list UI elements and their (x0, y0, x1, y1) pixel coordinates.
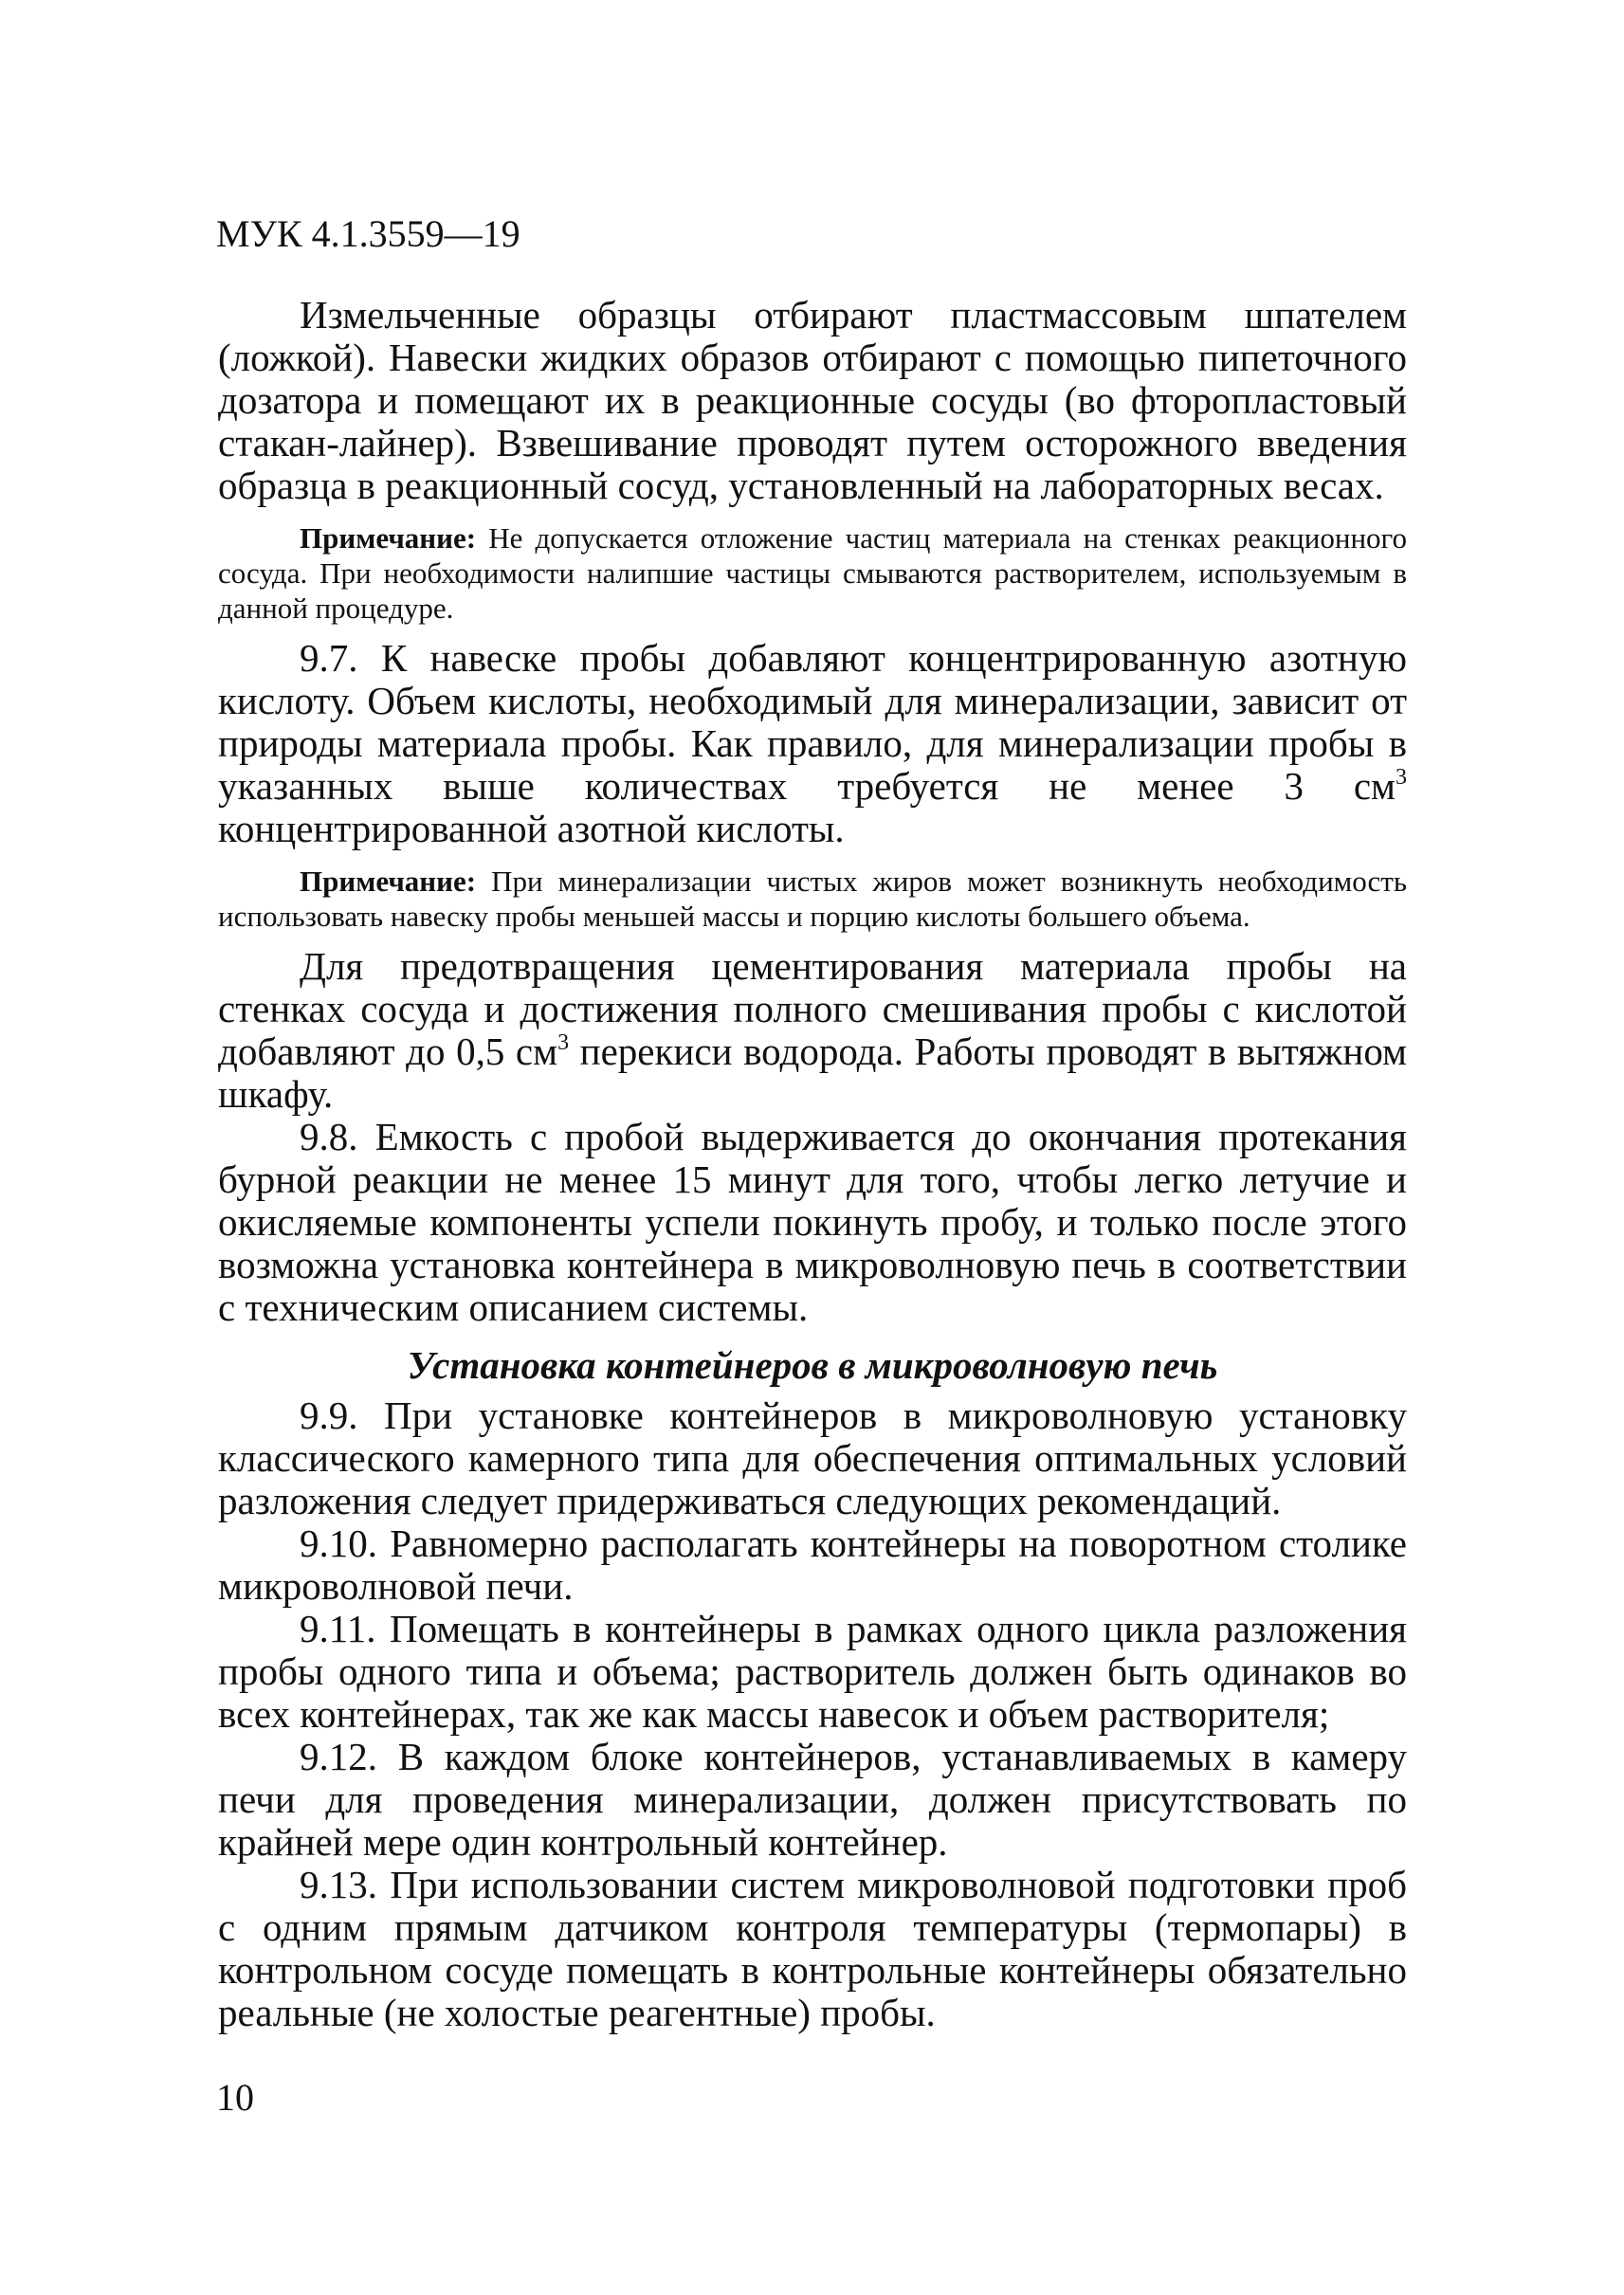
paragraph-cementing (218, 945, 1407, 1116)
note-label: Примечание: (300, 521, 477, 555)
note-text: При минерализации чистых жиров может возникнуть необходимость использовать навеску пробы меньшей массы и порцию кислоты большего объема. (218, 865, 1407, 933)
paragraph-9-9: 9.9. При установке контейнеров в микроволновую установку классического камерного типа для обеспечения оптимальных условий разложения следует придерживаться следующих рекомендаций. (218, 1393, 1407, 1522)
page-content (218, 294, 1407, 2034)
superscript-3: 3 (557, 1030, 570, 1055)
section-heading: Установка контейнеров в микроволновую печь (407, 1343, 1218, 1387)
paragraph-9-11: 9.11. Помещать в контейнеры в рамках одного цикла разложения пробы одного типа и объема; растворитель должен быть одинаков во всех контейнерах, так же как массы навесок и объем растворителя; (218, 1607, 1407, 1736)
paragraph-9-12: 9.12. В каждом блоке контейнеров, устанавливаемых в камеру печи для проведения минерализации, должен присутствовать по крайней мере один контрольный контейнер. (218, 1735, 1407, 1864)
note-fats (218, 864, 1407, 934)
paragraph-cementing-text-end: перекиси водорода. Работы проводят в вытяжном шкафу. (218, 1029, 1407, 1116)
page-number: 10 (216, 2076, 254, 2119)
paragraph-9-8: 9.8. Емкость с пробой выдерживается до окончания протекания бурной реакции не менее 15 минут для того, чтобы легко летучие и окисляемые компоненты успели покинуть пробу, и только после этого возможна установка контейнера в микроволновую печь в соответствии с техническим описанием системы. (218, 1115, 1407, 1329)
paragraph-9-7-text: 9.7. К навеске пробы добавляют концентрированную азотную кислоту. Объем кислоты, необходимый для минерализации, зависит от природы материала пробы. Как правило, для минерализации пробы в указанных выше количествах требуется не менее 3 см (218, 636, 1407, 808)
note-particles (218, 520, 1407, 626)
document-header: МУК 4.1.3559—19 (216, 212, 520, 255)
note-text: Не допускается отложение частиц материала на стенках реакционного сосуда. При необходимости налипшие частицы смываются растворителем, используемым в данной процедуре. (218, 521, 1407, 625)
paragraph-sample-taking: Измельченные образцы отбирают пластмассовым шпателем (ложкой). Навески жидких образов отбирают с помощью пипеточного дозатора и помещают их в реакционные сосуды (во фторопластовый стакан-лайнер). Взвешивание проводят путем осторожного введения образца в реакционный сосуд, установленный на лабораторных весах. (218, 293, 1407, 507)
paragraph-9-7 (218, 637, 1407, 850)
superscript-3: 3 (1396, 765, 1407, 790)
note-label: Примечание: (300, 865, 477, 898)
paragraph-cementing-text: Для предотвращения цементирования материала пробы на стенках сосуда и достижения полного смешивания пробы с кислотой добавляют до 0,5 см (218, 944, 1407, 1073)
paragraph-9-10: 9.10. Равномерно располагать контейнеры на поворотном столике микроволновой печи. (218, 1521, 1407, 1608)
paragraph-9-7-text-end: концентрированной азотной кислоты. (218, 807, 845, 850)
paragraph-9-13: 9.13. При использовании систем микроволновой подготовки проб с одним прямым датчиком контроля температуры (термопары) в контрольном сосуде помещать в контрольные контейнеры обязательно реальные (не холостые реагентные) пробы. (218, 1863, 1407, 2034)
